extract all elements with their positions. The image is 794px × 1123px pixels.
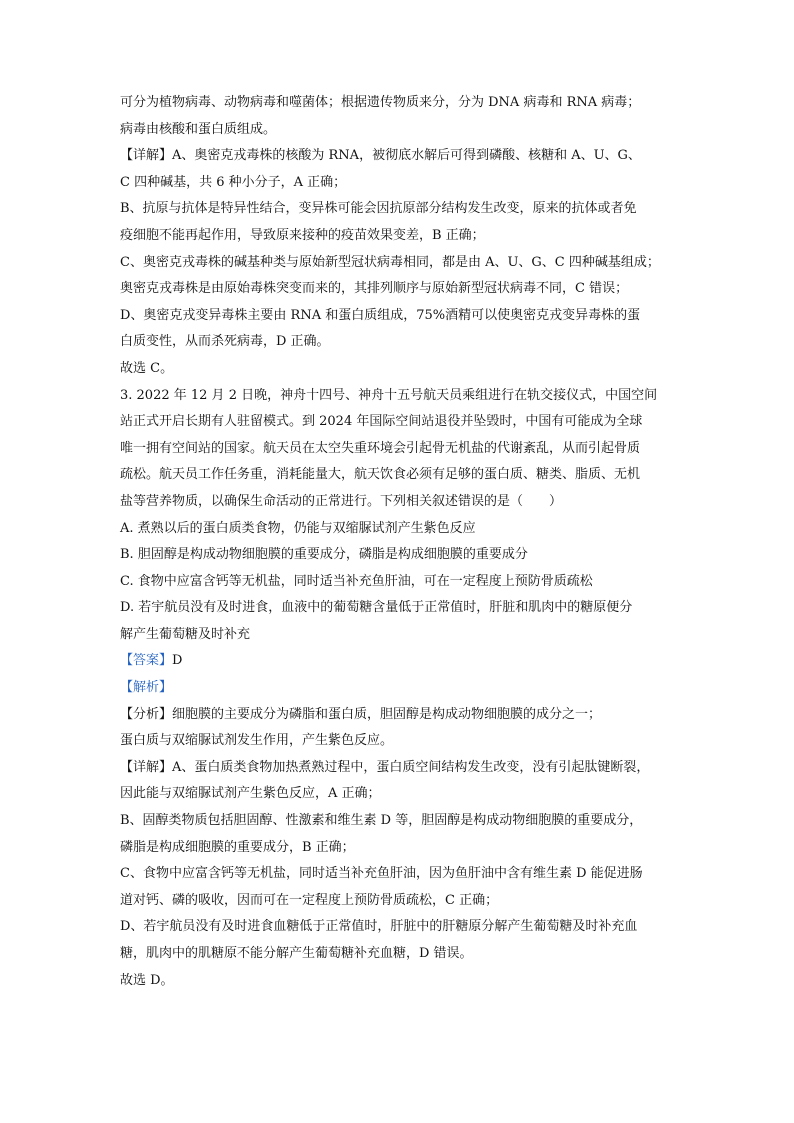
- question-stem-line: 疏松。航天员工作任务重，消耗能量大，航天饮食必须有足够的蛋白质、糖类、脂质、无机: [120, 467, 641, 483]
- text-line: C 四种碱基，共 6 种小分子，A 正确；: [120, 174, 347, 190]
- document-body: [120, 90, 680, 994]
- conclusion-line: 故选 C。: [120, 360, 174, 376]
- text-line: 【详解】A、奥密克戎毒株的核酸为 RNA，被彻底水解后可得到磷酸、核糖和 A、U、G、: [120, 148, 641, 164]
- text-line: 磷脂是构成细胞膜的重要成分，B 正确；: [120, 839, 355, 855]
- text-line: 疫细胞不能再起作用，导致原来接种的疫苗效果变差，B 正确；: [120, 227, 485, 243]
- text-line: D、奥密克戎变异毒株主要由 RNA 和蛋白质组成，75%酒精可以使奥密克戎变异毒株的蛋: [120, 307, 641, 323]
- conclusion-line: 故选 D。: [120, 972, 174, 988]
- option-c: C. 食物中应富含钙等无机盐，同时适当补充鱼肝油，可在一定程度上预防骨质疏松: [120, 573, 593, 589]
- option-a: A. 煮熟以后的蛋白质类食物，仍能与双缩脲试剂产生紫色反应: [120, 520, 476, 536]
- text-line: 可分为植物病毒、动物病毒和噬菌体；根据遗传物质来分，分为 DNA 病毒和 RNA 病毒；: [120, 95, 641, 110]
- text-line: B、固醇类物质包括胆固醇、性激素和维生素 D 等，胆固醇是构成动物细胞膜的重要成分，: [120, 813, 643, 829]
- question-stem-line: 3. 2022 年 12 月 2 日晚，神舟十四号、神舟十五号航天员乘组进行在轨交接仪式，中国空间: [120, 387, 658, 403]
- text-line: C、奥密克戎毒株的碱基种类与原始新型冠状病毒相同，都是由 A、U、G、C 四种碱基组成；: [120, 254, 660, 270]
- text-line: 蛋白质与双缩脲试剂发生作用，产生紫色反应。: [120, 733, 394, 749]
- option-b: B. 胆固醇是构成动物细胞膜的重要成分，磷脂是构成细胞膜的重要成分: [120, 547, 528, 563]
- text-line: B、抗原与抗体是特异性结合，变异株可能会因抗原部分结构发生改变，原来的抗体或者免: [120, 201, 637, 217]
- text-line: 【详解】A、蛋白质类食物加热煮熟过程中，蛋白质空间结构发生改变，没有引起肽键断裂，: [120, 759, 650, 775]
- text-line: 道对钙、磷的吸收，因而可在一定程度上预防骨质疏松，C 正确；: [120, 892, 499, 908]
- text-line: 因此能与双缩脲试剂产生紫色反应，A 正确；: [120, 786, 381, 802]
- option-d-continued: 解产生葡萄糖及时补充: [120, 626, 251, 642]
- text-line: 白质变性，从而杀死病毒，D 正确。: [120, 334, 330, 350]
- analysis-header: [120, 675, 680, 702]
- text-line: C、食物中应富含钙等无机盐，同时适当补充鱼肝油，因为鱼肝油中含有维生素 D 能促进肠: [120, 866, 643, 882]
- answer-tag: 【答案】: [120, 653, 173, 669]
- question-stem-line: 盐等营养物质，以确保生命活动的正常进行。下列相关叙述错误的是（ ）: [120, 493, 563, 509]
- answer-line: [120, 648, 680, 675]
- analysis-tag: 【解析】: [120, 680, 173, 696]
- answer-value: D: [172, 653, 183, 669]
- option-d: D. 若宇航员没有及时进食，血液中的葡萄糖含量低于正常值时，肝脏和肌肉中的糖原便分: [120, 600, 633, 616]
- question-stem-line: 站正式开启长期有人驻留模式。到 2024 年国际空间站退役并坠毁时，中国有可能成为全球: [120, 414, 643, 430]
- text-line: D、若宇航员没有及时进食血糖低于正常值时，肝脏中的肝糖原分解产生葡萄糖及时补充血: [120, 919, 638, 935]
- question-stem-line: 唯一拥有空间站的国家。航天员在太空失重环境会引起骨无机盐的代谢紊乱，从而引起骨质: [120, 440, 641, 456]
- text-line: 糖，肌肉中的肌糖原不能分解产生葡萄糖补充血糖，D 错误。: [120, 946, 473, 961]
- text-line: 奥密克戎毒株是由原始毒株突变而来的，其排列顺序与原始新型冠状病毒不同，C 错误；: [120, 281, 629, 297]
- text-line: 【分析】细胞膜的主要成分为磷脂和蛋白质，胆固醇是构成动物细胞膜的成分之一；: [120, 706, 602, 722]
- text-line: 病毒由核酸和蛋白质组成。: [120, 121, 277, 137]
